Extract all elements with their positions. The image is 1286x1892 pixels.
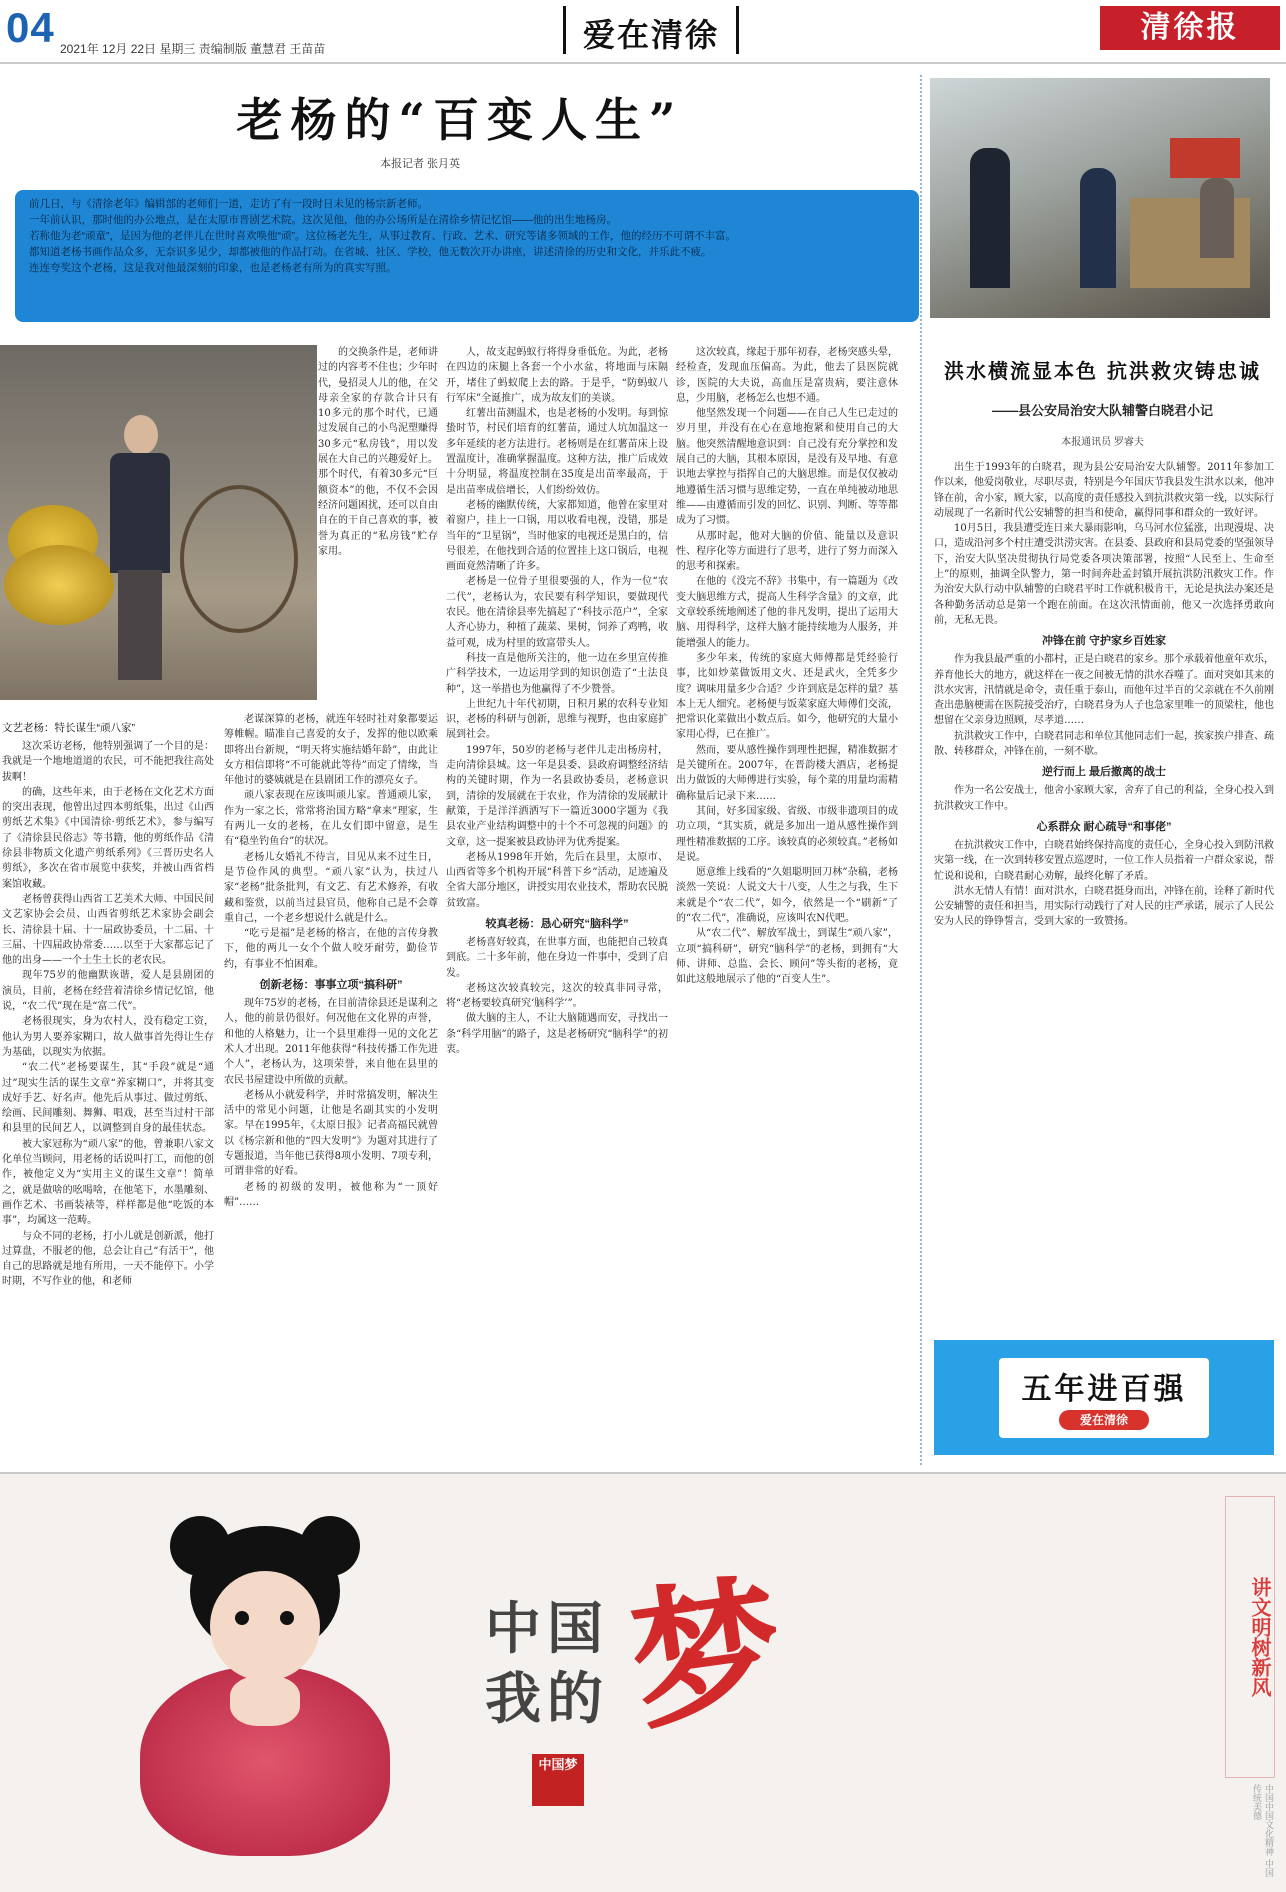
article-paragraph: 多少年来，传统的家庭大师傅都是凭经验行事，比如炒菜做饭用文火、还是武火，全凭多少度？调味用量多少合适？少许到底是怎样的量？基本上无人细究。老杨便与饭菜家庭大师傅们交流，把常识化菜做出小数点后。如今，他研究的大量小家用心得，已在推广。 [676, 652, 898, 741]
newspaper-brand-logo: 清徐报 [1100, 6, 1280, 50]
article-paragraph: 作为一名公安战士，他舍小家顾大家，舍弃了自己的利益，全身心投入到抗洪救灾工作中。 [934, 785, 1274, 812]
article-paragraph: 从那时起，他对大脑的价值、能量以及意识性、程序化等方面进行了思考，进行了努力而深入的思考和探索。 [676, 530, 898, 573]
article-paragraph: 科技一直是他所关注的，他一边在乡里宣传推广科学技术，一边运用学到的知识创造了“土法良种”，这一举措也为他赢得了不少赞誉。 [446, 652, 668, 695]
subsection-heading: 心系群众 耐心疏导“和事佬” [1036, 820, 1172, 833]
article-paragraph: 人，故支起蚂蚁行将得身垂低危。为此，老杨在四边的床腿上各套一个小水盆，将地面与床隔开，堵住了蚂蚁爬上去的路。于是乎，“防蚂蚁八行军床”全诞推广，成为故友们的美谈。 [446, 347, 668, 404]
article-paragraph: 老杨喜好较真，在世事方面，也能把自己较真到底。二十多年前，他在身边一件事中，受到了启发。 [446, 936, 668, 979]
article-column-2 [224, 712, 438, 1452]
date-line: 2021年 12月 22日 星期三 责编制版 董慧君 王苗苗 [60, 42, 326, 56]
article-paragraph: 愿意维上线看的“久姐聪明回刀林”杂稿，老杨淡然一笑说：人说文大十八变，人生之与我，生下来就是个“农二代”，如今，依然是一个“刷新”了的“农二代”，准确说，应该叫农N代吧。 [676, 867, 898, 924]
article-paragraph: 这次较真，缘起于那年初春，老杨突感头晕，经检查，发现血压偏高。为此，他去了县医院就诊，医院的大夫说，高血压是富贵病，要注意休息，少用脑，老杨怎么也想不通。 [676, 347, 898, 404]
article-paragraph: 老杨曾获得山西省工艺美术大师、中国民间文艺家协会会员、山西省剪纸艺术家协会副会长、清徐县十届、十一届政协委员，十二届、十三届、十四届政协常委……以至于大家都忘记了他的出身——一个土生土长的老农民。 [2, 893, 214, 967]
masthead [0, 0, 1286, 64]
dream-slogan-line2: 我的 [485, 1666, 609, 1732]
article-paragraph: 然而，要从感性操作到理性把握，精准数据才是关键所在。2007年，在晋韵楼大酒店，老杨提出力做饭的大师傅进行实验，每个菜的用量均需精确称量后记录下来…… [676, 744, 898, 802]
article-column-1 [2, 720, 214, 1450]
photo-police-visit [930, 78, 1270, 318]
article-paragraph: 作为我县最严重的小都村，正是白晓君的家乡。那个承载着他童年欢乐，养育他长大的地方，就这样在一夜之间被无情的洪水吞噬了。面对突如其来的洪水灾害，汛情就是命令，责任重于泰山，而他年过半百的父亲就在不久前刚查出患脑梗需在医院接受治疗，白晓君身为人子也急家里唯一的顶梁柱，他也想留在父亲身边照顾，尽孝道…… [934, 654, 1274, 727]
article-paragraph: 现年75岁的老杨，在目前清徐县还是谋利之人，他的前景仍很好。何况他在文化界的声誉，和他的人格魅力，让一个县里难得一见的文化艺术人才出现。2011年他获得“科技传播工作先进个人”，老杨认为，这项荣誉，来自他在县里的农民书屋建设中所做的贡献。 [224, 998, 438, 1086]
ad-five-years-top-100 [934, 1340, 1274, 1455]
lead-paragraph: 前几日，与《清徐老年》编辑部的老师们一道，走访了有一段时日未见的杨宗新老师。 [29, 198, 428, 210]
article-paragraph: 老谋深算的老杨，就连年轻时社对象都要运筹帷幄。瞄准自己喜爱的女子，发挥的他以欧乘即将出台新规，“明天将实施结婚年龄”，由此让女方相信即将“不可能就此等待”而定了情缘，当年他讨的婆姨就是在县剧团工作的漂亮女子。 [224, 714, 438, 787]
photo-caption: 文艺老杨：特长谋生“顽八家” [2, 722, 135, 734]
byline: 本报记者 张月英 [380, 158, 461, 170]
dream-slogan-line1: 中国 [485, 1596, 609, 1662]
article-column-2-top [318, 345, 438, 705]
article-paragraph: 老杨从小就爱科学，并时常搞发明，解决生活中的常见小问题，让他是名副其实的小发明家。早在1995年，《太原日报》记者高福民就曾以《杨宗新和他的“四大发明”》为题对其进行了专题报道，当年他已获得8项小发明、7项专利，可谓非常的好看。 [224, 1089, 438, 1178]
dream-calligraphy: 梦 [620, 1557, 794, 1753]
article-paragraph: 与众不同的老杨，打小儿就是创新派，他打过算盘，不服老的他，总会让自己“有活干”，他自己的思路就是地有所用，一天不能停下。小学时期，不写作业的他，和老师 [2, 1230, 214, 1288]
right-article-body [934, 460, 1274, 1340]
article-paragraph: 这次采访老杨，他特别强调了一个目的是：我就是一个地地道道的农民，可不能把我往高处拔啊！ [2, 741, 214, 783]
article-paragraph: 抗洪救灾工作中，白晓君同志和单位其他同志们一起，挨家挨户排查、疏散、转移群众，冲锋在前，一刻不歇。 [934, 730, 1274, 758]
article-paragraph: 上世纪九十年代初期，日积月累的农科专业知识，老杨的科研与创新，思维与视野，也由家庭扩展到社会。 [446, 698, 668, 741]
chinese-dream-seal: 中国梦 [532, 1754, 584, 1806]
lead-paragraph: 若称他为老“顽童”，是因为他的老伴儿在世时喜欢唤他“顽”。这位杨老先生，从事过教育、行政、艺术、研究等诸多领域的工作，他的经历不可谓不丰富。 [29, 230, 736, 242]
lead-paragraph: 一年前认识，那时他的办公地点，是在太原市晋剧艺术院。这次见他，他的办公场所是在清徐乡情记忆馆——他的出生地杨房。 [29, 214, 617, 226]
subsection-heading: 逆行而上 最后撤离的战士 [1041, 766, 1167, 779]
article-paragraph: 老杨是一位骨子里很要强的人，作为一位“农二代”，老杨认为，农民要有科学知识，要做现代农民。他在清徐县率先搞起了“科技示范户”，全家人齐心协力，种植了蔬菜、果树，饲养了鸡鸭，收益可观，成为村里的致富带头人。 [446, 576, 668, 649]
section-title: 爱在清徐 [582, 16, 719, 54]
right-article-title: 洪水横流显本色 抗洪救灾铸忠诚 [944, 359, 1261, 383]
article-paragraph: “农二代”老杨要谋生，其“手段”就是“通过”现实生活的谋生文章“养家糊口”，并将其变成好手艺、好名声。他先后从事过、做过剪纸、绘画、民间雕刻、舞狮、唱戏，甚至当过村干部和县里的民间艺人，以调整到自身的最佳状态。 [2, 1062, 214, 1135]
article-paragraph: 1997年，50岁的老杨与老伴儿走出杨房村，走向清徐县城。这一年是县委、县政府调整经济结构的关键时期，作为一名县政协委员，老杨意识到，清徐的发展就在于农业，作为清徐的发展献计献策，于是洋洋洒洒写下一篇近3000字题为《我县农业产业结构调整中的十个不可忽视的问题》的文章，这一提案被县政协评为优秀提案。 [446, 744, 668, 848]
headline: 老杨的“百变人生” [236, 93, 684, 147]
article-paragraph: “吃亏是福”是老杨的格言，在他的言传身教下，他的两儿一女个个做人咬牙耐劳，勤俭节约，有事业不怕困难。 [224, 928, 438, 970]
bottom-ad-chinese-dream [0, 1472, 1286, 1892]
article-paragraph: 他坚然发现一个问题——在自己人生已走过的岁月里，并没有在心在意地抱紧和使用自己的大脑。他突然清醒地意识到：自己没有充分掌控和发展自己的大脑，其根本原因，是没有及早地、有意识地去掌控与指挥自己的大脑思维。而是仅仅被动地遵循生活习惯与思维定势，一直在单纯被动地思维——由遵循而引发的回忆、识别、判断、等等都成为了习惯。 [676, 408, 898, 527]
subsection-heading: 较真老杨：恳心研究“脑科学” [485, 917, 629, 930]
section-box [563, 6, 739, 54]
dream-slogan [485, 1594, 609, 1734]
article-paragraph: 老杨这次较真较完，这次的较真非同寻常，将“老杨要较真研究‘脑科学’”。 [446, 982, 668, 1010]
lead-box [15, 190, 919, 322]
lead-paragraph: 连连夸奖这个老杨，这是我对他最深刻的印象，也是老杨老有所为的真实写照。 [29, 262, 397, 274]
lead-paragraph: 都知道老杨书画作品众多，无奈识多见少，却都被他的作品打动。在省城、社区、学校，他无数次开办讲座，讲述清徐的历史和文化，并乐此不疲。 [29, 246, 712, 258]
article-paragraph: 10月5日，我县遭受连日来大暴雨影响，乌马河水位猛涨，出现漫堤、决口，造成沿河多个村庄遭受洪涝灾害。在县委、县政府和县局党委的坚强领导下，治安大队坚决贯彻执行局党委各项决策部署，按照“人民至上、生命至上”的原则，抽调全队警力，第一时间奔赴孟封镇开展抗洪防汛救灾工作。作为治安大队行动中队辅警的白晓君平时工作就积极肯干，无论是执法办案还是各种勤务活动总是第一个跑在前面。在这次汛情面前，他又一次选择勇敢向前，无私无畏。 [934, 523, 1274, 626]
subsection-heading: 冲锋在前 守护家乡百姓家 [1041, 635, 1167, 648]
column-divider [920, 75, 930, 1465]
right-article-subtitle: ——县公安局治安大队辅警白晓君小记 [991, 403, 1213, 418]
article-paragraph: 老杨从1998年开始，先后在县里，太原市、山西省等多个机构开展“科普下乡”活动，足迹遍及全省大部分地区，讲授实用农业技术，帮助农民脱贫致富。 [446, 851, 668, 909]
ad-sub-badge: 爱在清徐 [1059, 1410, 1149, 1430]
article-paragraph: 红薯出苗测温术，也是老杨的小发明。每到惊蛰时节，村民们培育的红薯苗，通过人坑加温这一多年延续的老方法进行。老杨则是在红薯苗床上设置温度计，准确掌握温度。这种方法，推广后成效十分明显，将温度控制在35度是出苗率最高，于是出苗率成倍增长，人们纷纷效仿。 [446, 408, 668, 496]
article-paragraph: 顽八家表现在应该叫顽儿家。普通顽儿家，作为一家之长，常常将治国方略“拿来”理家，生有两儿一女的老杨，在儿女们即中留意，是生有“稳坐钓鱼台”的状况。 [224, 790, 438, 848]
ad-main-text: 五年进百强 [1021, 1372, 1187, 1407]
article-paragraph: 的确，这些年来，由于老杨在文化艺术方面的突出表现，他曾出过四本剪纸集，出过《山西剪纸艺术集》《中国清徐·剪纸艺术》，参与编写了《清徐县民俗志》等书籍，他的剪纸作品《清徐县非物质文化遗产剪纸系列》《三晋历史名人剪纸》，多次在省市展览中获奖，并被山西省档案馆收藏。 [2, 786, 214, 890]
girl-illustration [100, 1516, 430, 1866]
article-paragraph: 老杨儿女婚礼不待言，目见从来不过生日，是节俭作风的典型。“顽八家”认为，扶过八家“老杨”批条批判，有文艺、有艺术修养，有收藏和鉴赏，以前当过县官员，他称自己是不会尊重自己，一个老乡想说什么就是什么。 [224, 851, 438, 924]
article-column-3 [446, 345, 668, 1450]
article-paragraph: 老杨的初级的发明，被他称为“一顶好帽”…… [224, 1181, 438, 1208]
article-paragraph: 老杨的幽默传统，大家都知道，他曾在家里对着窗户，挂上一口锅，用以收看电视，没错，那是当年的“卫星锅”，当时他家的电视还是黑白的，信号很差，在他找到合适的位置挂上这口锅后，电视画面竟然清晰了许多。 [446, 499, 668, 573]
article-paragraph: 现年75岁的他幽默诙谐，爱人是县剧团的演员，目前，老杨在经营着清徐乡情记忆馆，他说，“农二代”现在是“富二代”。 [2, 970, 214, 1013]
article-paragraph: 出生于1993年的白晓君，现为县公安局治安大队辅警。2011年参加工作以来，他爱岗敬业，尽职尽责，特别是今年国庆节我县发生洪水以来，他冲锋在前，舍小家，顾大家，以高度的责任感投入到抗洪救灾第一线，以实际行动展现了一名新时代公安辅警的担当和使命，赢得同事和群众的一致好评。 [934, 462, 1274, 519]
ad-inner-panel [999, 1358, 1209, 1438]
subsection-heading: 创新老杨：事事立项“搞科研” [259, 979, 403, 992]
article-paragraph: 老杨很现实，身为农村人，没有稳定工资，他认为男人要养家糊口，故人做事首先得让生存为基础，以现实为依据。 [2, 1016, 214, 1058]
article-paragraph: 从“农二代”、解放军战士，到谋生“顽八家”，立项“搞科研”，研究“脑科学”的老杨，到拥有“大师、讲师、总监、会长、顾问”等头衔的老杨，竟如此这般地展示了他的“百变人生”。 [676, 928, 898, 986]
article-paragraph: 在抗洪救灾工作中，白晓君始终保持高度的责任心，全身心投入到防汛救灾第一线，在一次到转移安置点巡逻时，一位工作人员指着一户群众家说，帮忙说和说和，白晓君耐心劝解，最终化解了矛盾。 [934, 839, 1274, 882]
article-paragraph: 被大家冠称为“顽八家”的他，曾兼职八家文化单位当顾问，用老杨的话说叫打工，而他的创作，被他定义为“实用主义的谋生文章”！简单之，就是做啥的吆喝啥，在他笔下，水墨雕刻、画作艺术、书画装裱等，样样都是他“吃饭的本事”，均属这一范畴。 [2, 1138, 214, 1227]
right-article-byline: 本报通讯员 罗睿夫 [1061, 437, 1144, 448]
lead-text [29, 196, 907, 276]
civility-banner: 讲文明树新风 [1225, 1496, 1275, 1778]
civility-subtext: 中国中国文化精神 中国传统美德 [1251, 1784, 1273, 1877]
article-paragraph: 在他的《没完不辞》书集中，有一篇题为《改变大脑思维方式，提高人生科学含量》的文章，此文章较系统地阐述了他的非凡发明，提出了运用大脑、用得科学，这样大脑才能持续地为人服务，并能增强人的能力。 [676, 576, 898, 649]
article-paragraph: 其间，好多国家级、省级、市级非遗项目的成功立项，“其实质，就是多加出一道从感性操作到理性精准数据的工序。该较真的必须较真。”老杨如是说。 [676, 805, 898, 863]
article-column-4 [676, 345, 898, 1450]
article-paragraph: 的交换条件是，老师讲过的内容考不住也；少年时代，曼招灵人儿的他，在父母亲全家的存款合计只有10多元的那个时代，已通过发展自己的小鸟泥塑赚得30多元“私房钱”，用以发展在大自己的兴趣爱好上。那个时代，有着30多元“巨额资本”的他，不仅不会因经济问题困扰，还可以自由自在的干自己喜欢的事，被誉为真正的“私房钱”贮存家用。 [318, 347, 438, 557]
article-paragraph: 做大脑的主人，不让大脑随遇而安，寻找出一条“科学用脑”的路子，这是老杨研究“脑科学”的初衷。 [446, 1013, 668, 1056]
page-number: 04 [6, 4, 55, 51]
article-paragraph: 洪水无情人有情！面对洪水，白晓君挺身而出，冲锋在前，诠释了新时代公安辅警的责任和担当，用实际行动践行了对人民的庄严承诺，展示了人民公安为人民的铮铮誓言，受到大家的一致赞扬。 [934, 885, 1274, 928]
photo-old-man-with-corn [0, 345, 317, 700]
